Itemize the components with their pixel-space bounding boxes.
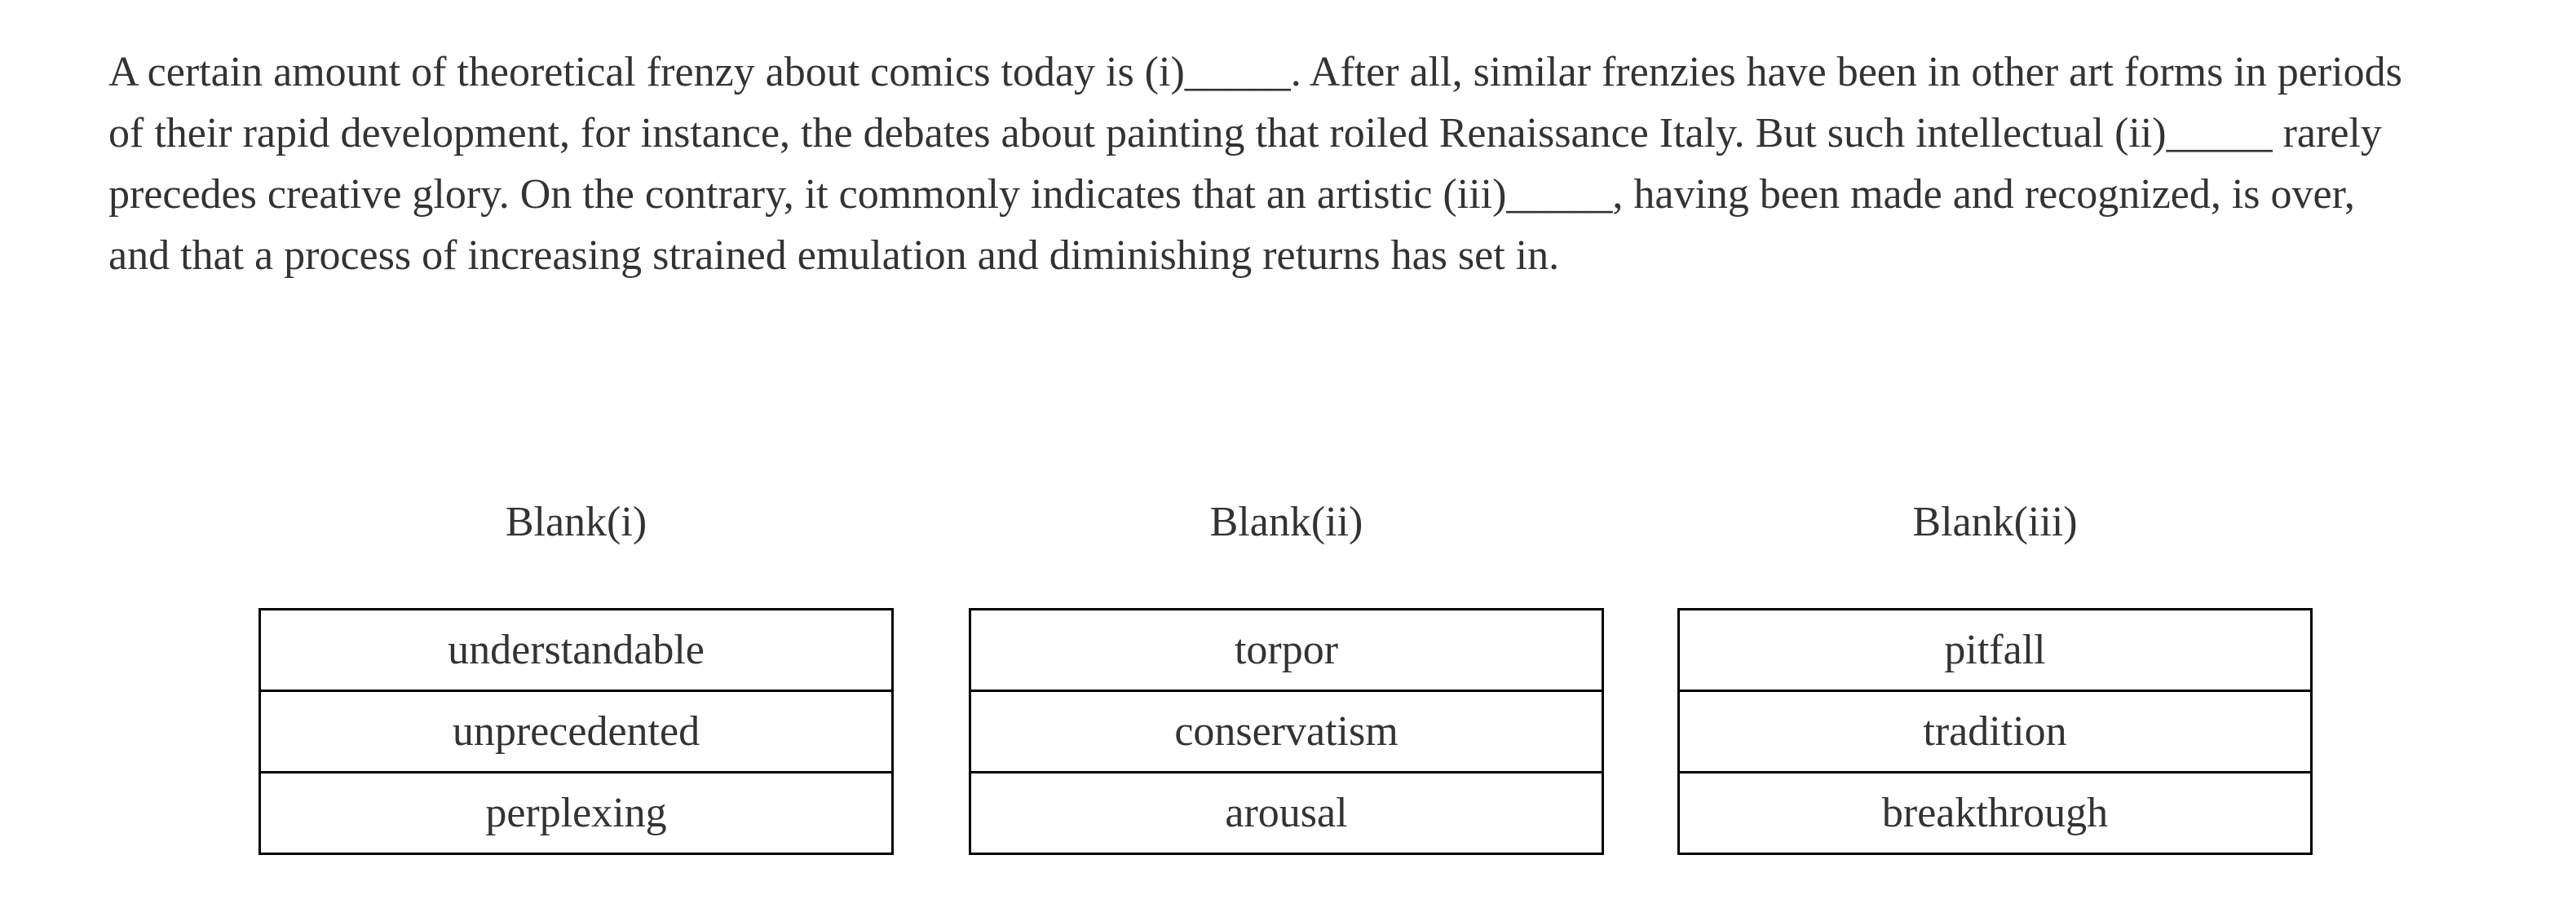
blank-iii-option-1[interactable]: pitfall bbox=[1679, 610, 2312, 691]
blank-i-option-2[interactable]: unprecedented bbox=[260, 691, 893, 773]
blank-ii-options bbox=[969, 608, 1604, 855]
passage-line: precedes creative glory. On the contrary, it commonly indicates that an artistic (iii)_____, having been made and recognized, is over, bbox=[108, 171, 2355, 218]
blank-i-option-3[interactable]: perplexing bbox=[260, 773, 893, 854]
passage-line: of their rapid development, for instance, the debates about painting that roiled Renaissance Italy. But such intellectual (ii)_____ rarely bbox=[108, 110, 2382, 156]
blank-iii-option-3[interactable]: breakthrough bbox=[1679, 773, 2312, 854]
blank-iii-option-2[interactable]: tradition bbox=[1679, 691, 2312, 773]
passage-line: and that a process of increasing strained emulation and diminishing returns has set in. bbox=[108, 232, 1560, 279]
question-passage bbox=[108, 42, 2522, 286]
blank-iii-options bbox=[1677, 608, 2313, 855]
passage-line: A certain amount of theoretical frenzy about comics today is (i)_____. After all, similar frenzies have been in other art forms in periods bbox=[108, 49, 2402, 95]
blank-ii-column bbox=[969, 491, 1604, 836]
blank-i-options bbox=[258, 608, 894, 855]
blank-ii-option-3[interactable]: arousal bbox=[970, 773, 1603, 854]
blank-iii-label: Blank(iii) bbox=[1912, 499, 2078, 545]
blank-ii-option-1[interactable]: torpor bbox=[970, 610, 1603, 691]
blank-ii-label: Blank(ii) bbox=[1209, 499, 1363, 545]
blank-iii-column bbox=[1677, 491, 2313, 836]
blank-i-label: Blank(i) bbox=[505, 499, 647, 545]
blank-i-option-1[interactable]: understandable bbox=[260, 610, 893, 691]
blank-i-column bbox=[258, 491, 894, 836]
blank-ii-option-2[interactable]: conservatism bbox=[970, 691, 1603, 773]
